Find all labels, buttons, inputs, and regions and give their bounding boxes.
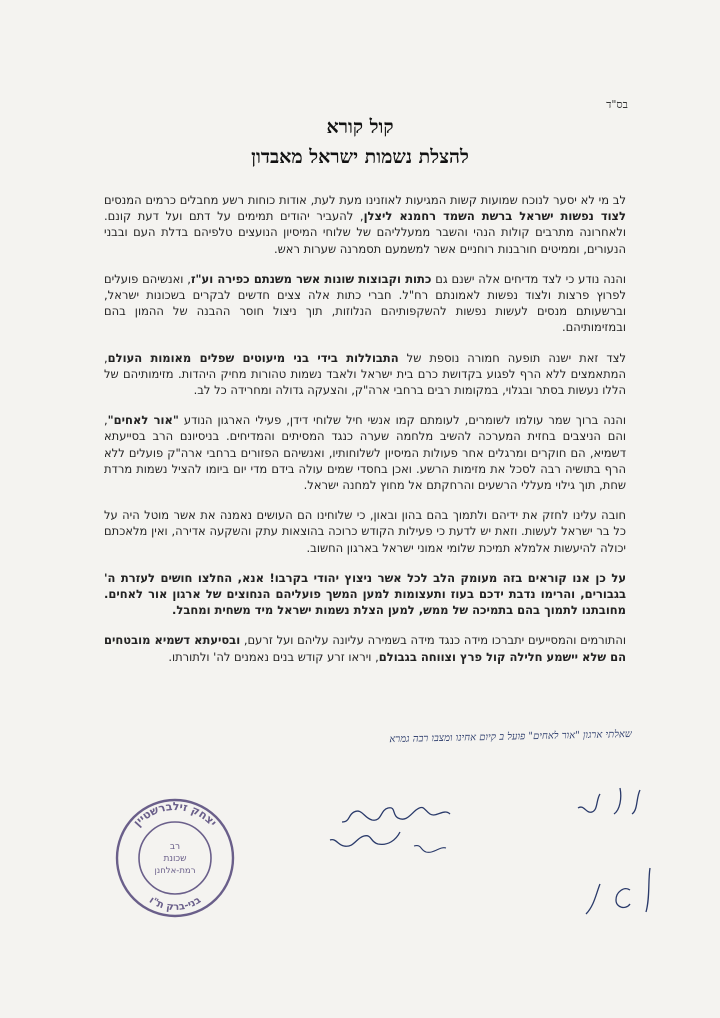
stamp-inner-3: רמת-אלחנן bbox=[154, 866, 196, 876]
bsd-header: בס"ד bbox=[606, 98, 628, 111]
stamp-bottom-text: בני-ברק ת"ו bbox=[146, 894, 203, 914]
paragraph-text: חובה עלינו לחזק את ידיהם ולתמוך בהם בהון ובאון, כי שלוחינו הם העושים נאמנה את אשר מוטל היה על כל בר ישראל לעשות. וזאת יש לדעת כי פעילות הקודש כרוכה בהוצאות עתק והשקעה אדירה, ואין מלאכתם יכולה להיעשות אלמלא תמיכת שלומי אמוני ישראל בארגון החשוב. bbox=[104, 508, 626, 555]
stamp-outer-text: יצחק זילברשטיין bbox=[130, 799, 220, 830]
paragraph-text: , והם הניצבים בחזית המערכה להשיב מלחמה שערה כנגד המסיתים והמדיחים. בניסיונם הרב בסייעתא דשמיא, הם חוקרים ומרגלים אחר פעולות המיסיון לשלוחותיו, ואנשיהם הפזורים ברחבי ארה"ק פועלים ללא הרף בתושיה רבה לסכל את מזימות הרשע. ואכן בחסדי שמים עולה בידם מדי יום ביומו להציל נשמות מרדת שחת, תוך גילוי מעללי הרשעים והרחקתם אל מחוץ למחנה ישראל. bbox=[104, 413, 626, 493]
title-line-1: קול קורא bbox=[326, 116, 394, 138]
paragraph-text: והנה נודע כי לצד מדיחים אלה ישנם גם bbox=[431, 271, 627, 286]
paragraph-7 bbox=[104, 632, 626, 664]
letter-body bbox=[104, 192, 626, 679]
paragraph-text: , ואנשיהם פועלים לפרוץ פרצות ולצוד נפשות לאמונתם רח"ל. חברי כתות אלה צצים חדשים לבקרים בשכונות ישראל, וברשעותם מנסים לעשות נפשות להשקפותיהם הנלוזות, תוך ניצול חוסר ההבנה של ההמון בהם ובמזימותיהם. bbox=[104, 271, 626, 335]
bold-text: לצוד נפשות ישראל ברשת השמד רחמנא ליצלן bbox=[363, 209, 626, 224]
bold-text: התבוללות בידי בני מיעוטים שפלים מאומות העולם bbox=[107, 350, 399, 365]
paragraph-2 bbox=[104, 271, 626, 336]
bold-text: "אור לאחים" bbox=[107, 413, 179, 428]
paragraph-text: לב מי לא יסער לנוכח שמועות קשות המגיעות לאוזנינו מעת לעת, אודות כוחות רשע מחבלים כרמים המנסים bbox=[104, 193, 626, 207]
signature-scribble-3 bbox=[560, 860, 660, 930]
bold-text: על כן אנו קוראים בזה מעומק הלב לכל אשר ניצוץ יהודי בקרבו! אנא, החלצו חושים לעזרת ה' בגבורים, והרימו נדבת ידכם בעוז ותעצומות למען המשך פועליהם הנחוצים של ארגון אור לאחים. מחובתנו לתמוך בהם בתמיכה של ממש, למען הצלת נשמות ישראל מיד משחית ומחבל. bbox=[104, 570, 626, 618]
handwritten-signature-line: שאלתי ארגון "אור לאחים" פועל ב קיום אחינו ומצבו רבה גמרא bbox=[389, 729, 633, 746]
signature-scribble-2 bbox=[540, 780, 650, 840]
paragraph-3 bbox=[104, 350, 626, 399]
rabbi-stamp bbox=[112, 795, 238, 921]
paragraph-text: והתורמים והמסייעים יתברכו מידה כנגד מידה בשמירה עליונה עליהם ועל זרעם, bbox=[240, 633, 626, 648]
paragraph-text: לצד זאת ישנה תופעה חמורה נוספת של bbox=[398, 350, 626, 365]
title-line-2: להצלת נשמות ישראל מאבדון bbox=[251, 146, 469, 168]
signature-scribble-1 bbox=[250, 792, 460, 872]
paragraph-text: , להעביר יהודים תמימים על דתם ועל דעת קונם. ולאחרונה מתרבים קולות הנהי והשבר ממעלליהם של שלוחי המיסיון הנועצים טלפיהם בדלת העם ובבני הנעורים, וממיטים חורבנות רוחניים אשר למשמעם תסמרנה שערות ראש. bbox=[104, 209, 626, 256]
paragraph-text: , ויראו זרע קודש בנים נאמנים לה' ולתורתו. bbox=[168, 649, 379, 664]
paragraph-6 bbox=[104, 570, 626, 619]
bold-text: ובסיעתא דשמיא מובטחים הם שלא יישמע חלילה קול פרץ וצווחה בגבולם bbox=[104, 633, 626, 664]
paragraph-text: , המתאמצים ללא הרף לפגוע בקדושת כרם בית ישראל ולאבד נשמות טהורות מחיק היהדות. מזימותיהם של הללו נעשות בסתר ובגלוי, במקומות רבים ברחבי ארה"ק, והצעקה גדולה ומחרידה כל לב. bbox=[104, 350, 626, 398]
bold-text: כתות וקבוצות שונות אשר משנתם כפירה וע"ז bbox=[190, 271, 432, 286]
stamp-inner-2: שכונת bbox=[163, 854, 187, 864]
paragraph-4 bbox=[104, 412, 626, 493]
paragraph-1 bbox=[104, 192, 626, 257]
paragraph-text: והנה ברוך שמר עולמו לשומרים, לעומתם קמו אנשי חיל שלוחי דידן, פעילי הארגון הנודע bbox=[178, 413, 626, 428]
stamp-inner-1: רב bbox=[169, 842, 181, 852]
paragraph-5 bbox=[104, 507, 626, 556]
